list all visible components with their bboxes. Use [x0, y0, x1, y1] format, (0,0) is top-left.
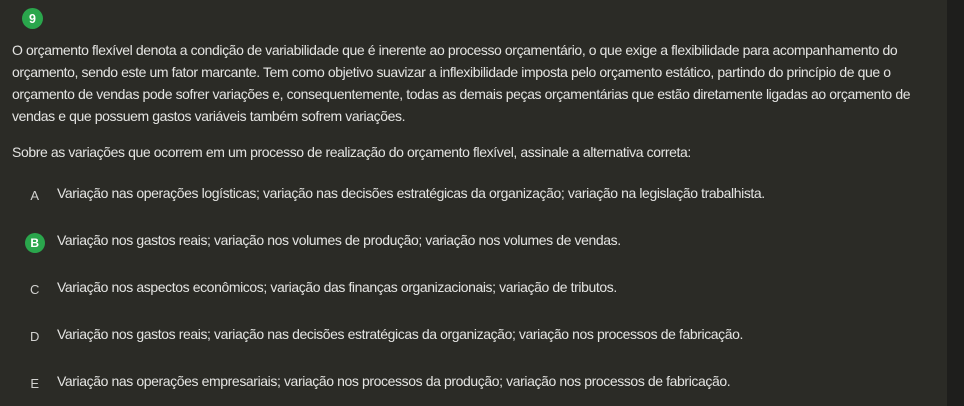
option-text: Variação nos aspectos econômicos; variação das finanças organizacionais; variação de tributos.	[57, 279, 617, 295]
option-row[interactable]	[12, 278, 933, 300]
option-row[interactable]	[12, 184, 933, 206]
option-row[interactable]	[12, 372, 933, 394]
options-list	[12, 184, 933, 394]
option-letter-column	[12, 372, 57, 391]
option-letter: A	[30, 188, 39, 203]
question-prompt: Sobre as variações que ocorrem em um processo de realização do orçamento flexível, assinale a alternativa correta:	[12, 144, 691, 160]
question-body: O orçamento flexível denota a condição de variabilidade que é inerente ao processo orçamentário, o que exige a flexibilidade para acompanhamento do orçamento, sendo este um fator marcante. Tem como objetivo suavizar a inflexibilidade imposta pelo orçamento estático, partindo do princípio de que o orçamento de vendas pode sofrer variações e, consequentemente, todas as demais peças orçamentárias que estão diretamente ligadas ao orçamento de vendas e que possuem gastos variáveis também sofrem variações.	[12, 42, 911, 124]
option-text: Variação nos gastos reais; variação nas decisões estratégicas da organização; variação nos processos de fabricação.	[57, 326, 744, 342]
option-letter: D	[29, 329, 40, 344]
option-row[interactable]	[12, 325, 933, 347]
option-letter-column	[12, 278, 57, 297]
option-row[interactable]	[12, 231, 933, 253]
option-text: Variação nas operações empresariais; variação nos processos da produção; variação nos processos de fabricação.	[57, 373, 731, 389]
option-text: Variação nos gastos reais; variação nos volumes de produção; variação nos volumes de vendas.	[57, 232, 621, 248]
question-number-badge: 9	[22, 8, 43, 29]
option-letter-column	[12, 184, 57, 203]
option-letter: E	[30, 376, 39, 391]
option-letter-column	[12, 231, 57, 253]
option-letter-selected-badge: B	[25, 233, 45, 253]
option-letter-column	[12, 325, 57, 344]
option-letter: C	[29, 282, 40, 297]
scrollbar-track[interactable]	[947, 0, 964, 406]
option-text: Variação nas operações logísticas; variação nas decisões estratégicas da organização; variação na legislação trabalhista.	[57, 185, 765, 201]
